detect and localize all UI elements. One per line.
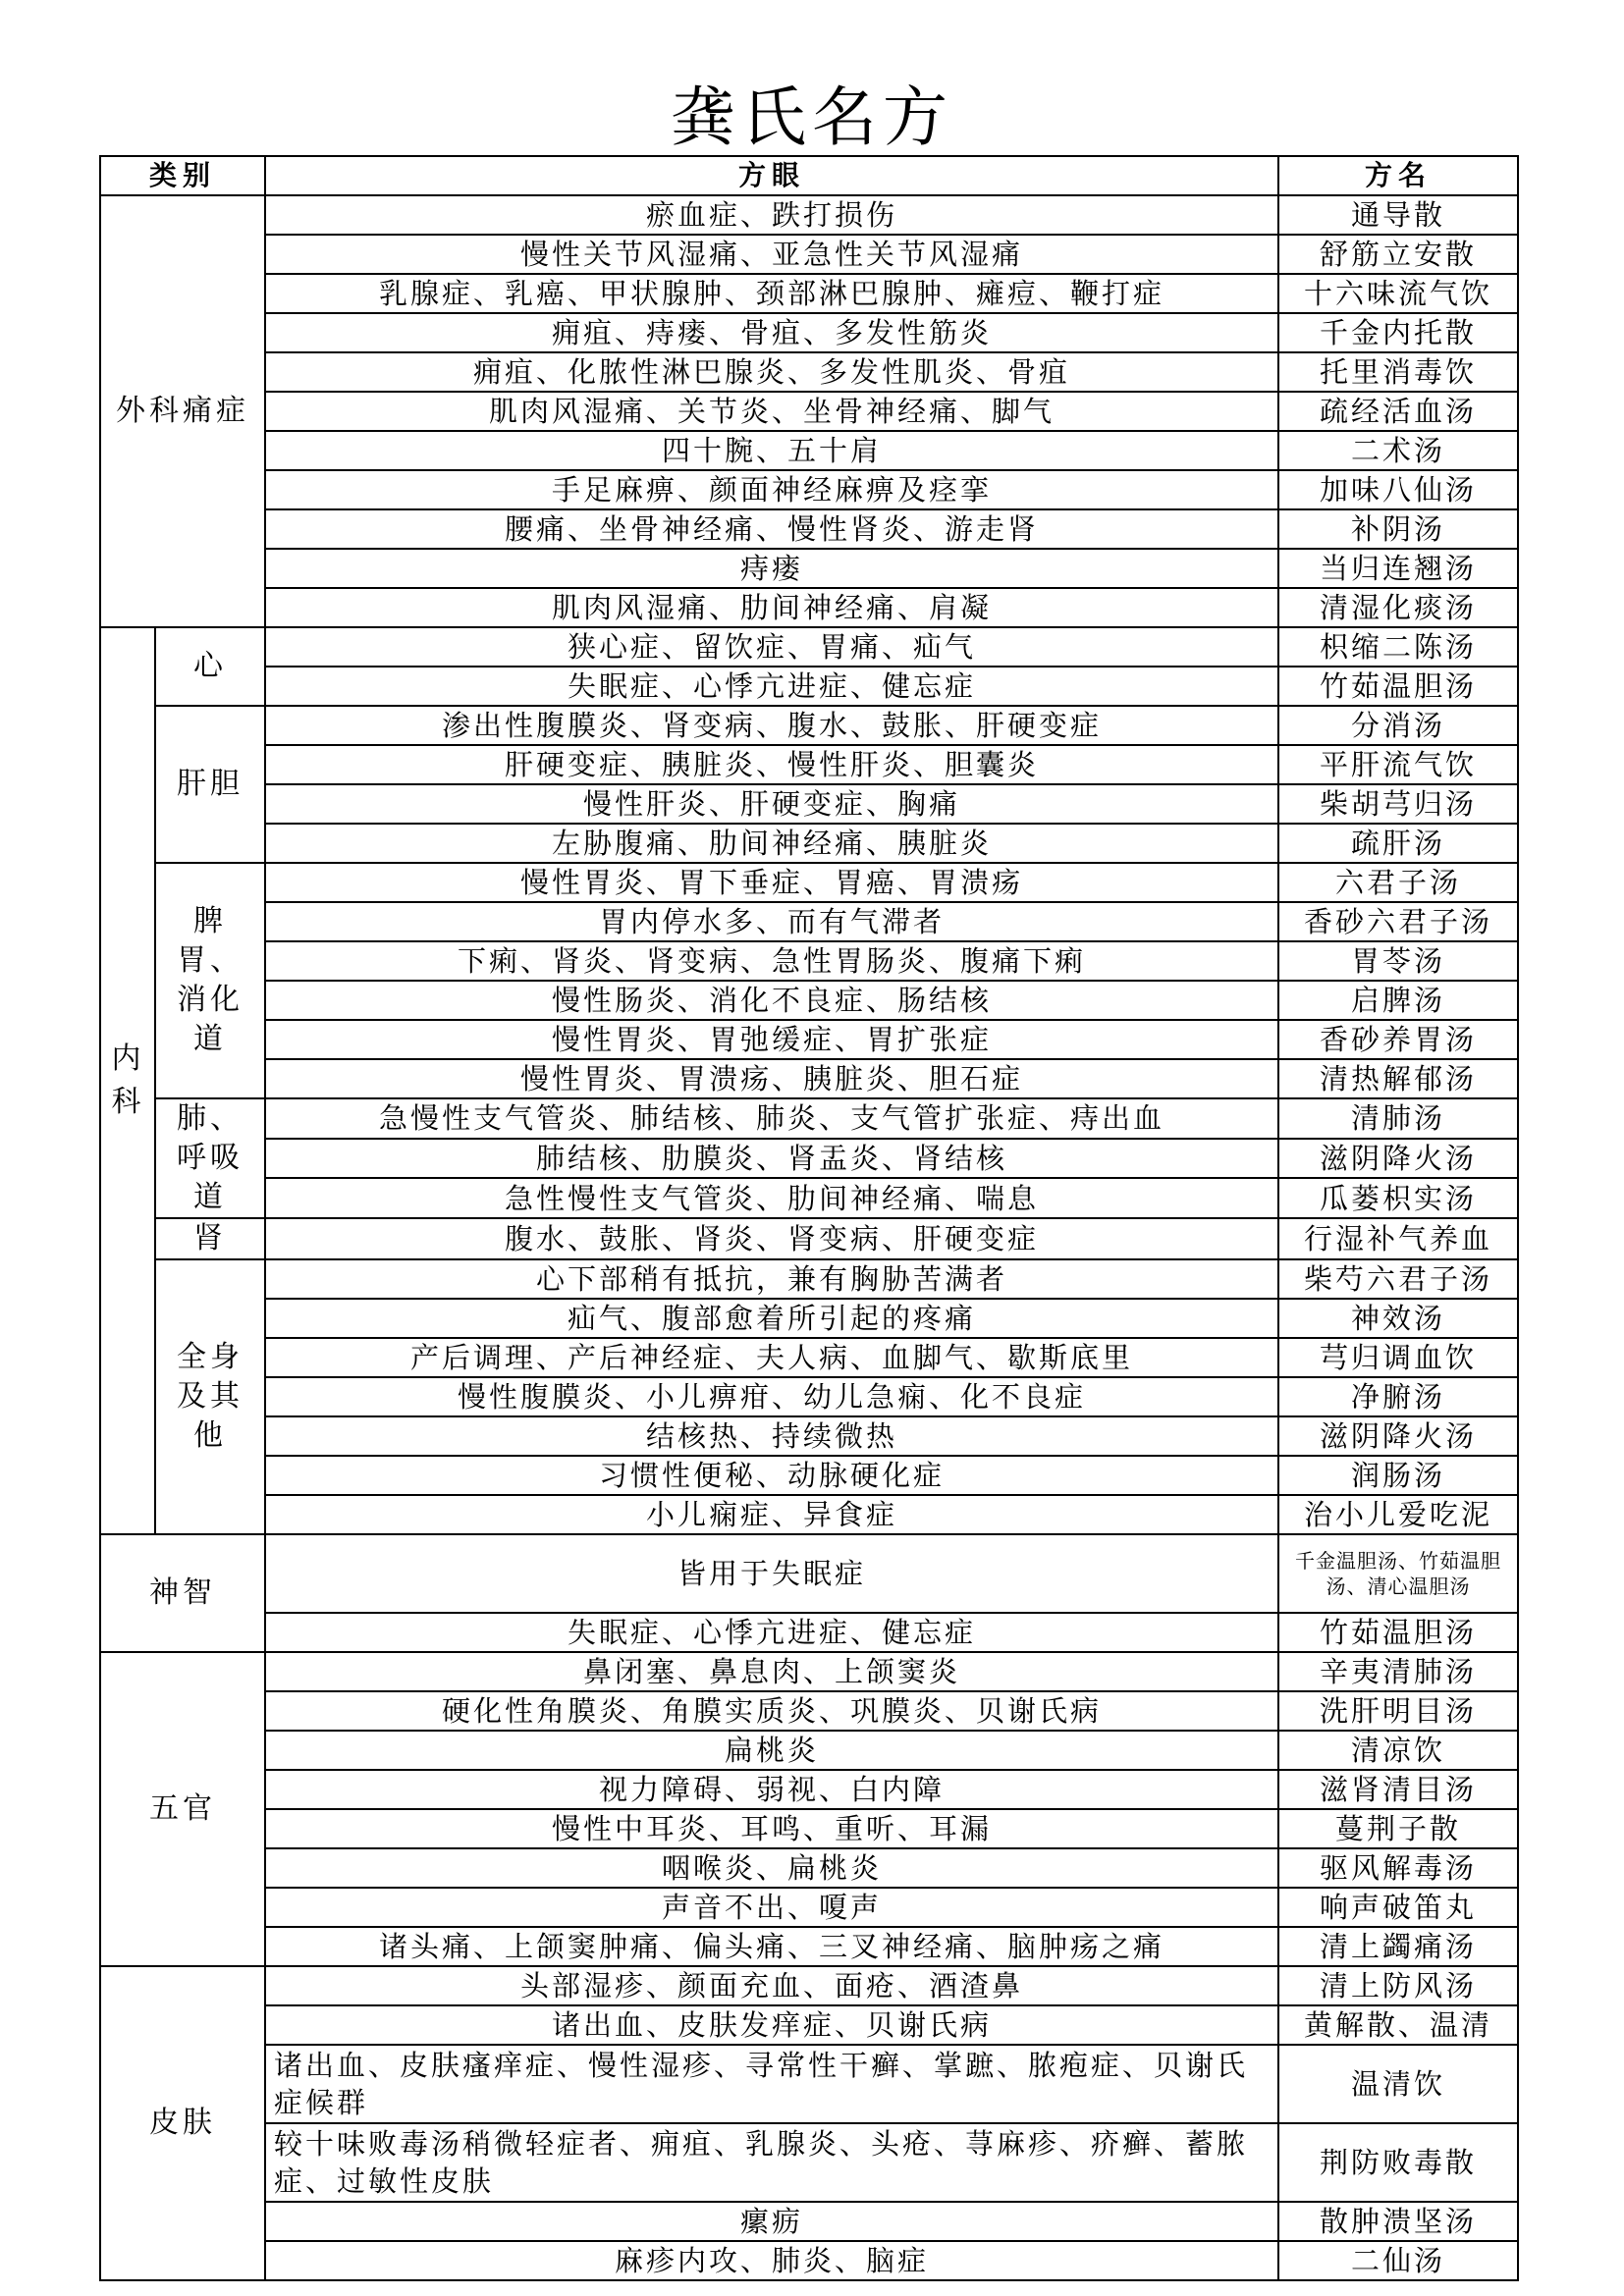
symptoms-cell: 痔瘘 bbox=[265, 549, 1278, 588]
formula-cell: 净腑汤 bbox=[1278, 1377, 1518, 1416]
formula-cell: 辛夷清肺汤 bbox=[1278, 1652, 1518, 1691]
table-row bbox=[100, 1178, 1518, 1218]
formula-cell: 驱风解毒汤 bbox=[1278, 1848, 1518, 1888]
formula-cell: 分消汤 bbox=[1278, 706, 1518, 745]
table-row bbox=[100, 1059, 1518, 1098]
symptoms-cell: 慢性胃炎、胃弛缓症、胃扩张症 bbox=[265, 1020, 1278, 1059]
formula-cell: 黄解散、温清 bbox=[1278, 2005, 1518, 2045]
symptoms-cell: 手足麻痹、颜面神经麻痹及痉挛 bbox=[265, 470, 1278, 509]
formula-cell: 洗肝明目汤 bbox=[1278, 1691, 1518, 1731]
category-wuguan: 五官 bbox=[100, 1652, 265, 1966]
table-row bbox=[100, 1809, 1518, 1848]
symptoms-cell: 慢性关节风湿痛、亚急性关节风湿痛 bbox=[265, 235, 1278, 274]
symptoms-cell: 小儿痫症、异食症 bbox=[265, 1495, 1278, 1534]
formula-cell: 二仙汤 bbox=[1278, 2241, 1518, 2280]
formula-cell: 滋阴降火汤 bbox=[1278, 1416, 1518, 1456]
formula-cell: 荆防败毒散 bbox=[1278, 2123, 1518, 2202]
symptoms-cell: 慢性中耳炎、耳鸣、重听、耳漏 bbox=[265, 1809, 1278, 1848]
table-row bbox=[100, 1770, 1518, 1809]
category-pifu: 皮肤 bbox=[100, 1966, 265, 2280]
category-neike: 内科 bbox=[100, 627, 155, 1534]
formula-table-container bbox=[99, 155, 1517, 2281]
symptoms-cell: 扁桃炎 bbox=[265, 1731, 1278, 1770]
symptoms-cell: 痈疽、痔瘘、骨疽、多发性筋炎 bbox=[265, 313, 1278, 352]
symptoms-cell: 诸出血、皮肤瘙痒症、慢性湿疹、寻常性干癣、掌蹠、脓疱症、贝谢氏症候群 bbox=[265, 2045, 1278, 2123]
symptoms-cell: 慢性肠炎、消化不良症、肠结核 bbox=[265, 981, 1278, 1020]
formula-cell: 竹茹温胆汤 bbox=[1278, 667, 1518, 706]
table-row bbox=[100, 274, 1518, 313]
symptoms-cell: 慢性胃炎、胃下垂症、胃癌、胃溃疡 bbox=[265, 863, 1278, 902]
formula-cell: 枳缩二陈汤 bbox=[1278, 627, 1518, 667]
table-row bbox=[100, 1691, 1518, 1731]
table-row bbox=[100, 1299, 1518, 1338]
formula-cell: 滋阴降火汤 bbox=[1278, 1139, 1518, 1179]
table-row bbox=[100, 509, 1518, 549]
formula-table bbox=[99, 155, 1519, 2281]
table-row bbox=[100, 1259, 1518, 1299]
header-formula: 方名 bbox=[1278, 156, 1518, 195]
subcategory-feihu: 肺、呼吸道 bbox=[155, 1098, 265, 1218]
formula-cell: 疏肝汤 bbox=[1278, 824, 1518, 863]
formula-cell: 蔓荆子散 bbox=[1278, 1809, 1518, 1848]
formula-cell: 清热解郁汤 bbox=[1278, 1059, 1518, 1098]
symptoms-cell: 肌肉风湿痛、肋间神经痛、肩凝 bbox=[265, 588, 1278, 627]
formula-cell: 千金温胆汤、竹茹温胆汤、清心温胆汤 bbox=[1278, 1534, 1518, 1613]
symptoms-cell: 鼻闭塞、鼻息肉、上颌窦炎 bbox=[265, 1652, 1278, 1691]
formula-cell: 治小儿爱吃泥 bbox=[1278, 1495, 1518, 1534]
formula-cell: 加味八仙汤 bbox=[1278, 470, 1518, 509]
table-row bbox=[100, 1218, 1518, 1259]
formula-cell: 通导散 bbox=[1278, 195, 1518, 235]
table-row bbox=[100, 1456, 1518, 1495]
formula-cell: 香砂六君子汤 bbox=[1278, 902, 1518, 941]
category-shenzhi: 神智 bbox=[100, 1534, 265, 1652]
category-waike: 外科痛症 bbox=[100, 195, 265, 627]
table-row bbox=[100, 1139, 1518, 1179]
formula-cell: 柴芍六君子汤 bbox=[1278, 1259, 1518, 1299]
table-row bbox=[100, 902, 1518, 941]
table-row bbox=[100, 352, 1518, 392]
symptoms-cell: 乳腺症、乳癌、甲状腺肿、颈部淋巴腺肿、瘫痘、鞭打症 bbox=[265, 274, 1278, 313]
table-row bbox=[100, 431, 1518, 470]
symptoms-cell: 痈疽、化脓性淋巴腺炎、多发性肌炎、骨疽 bbox=[265, 352, 1278, 392]
formula-cell: 千金内托散 bbox=[1278, 313, 1518, 352]
subcategory-shen: 肾 bbox=[155, 1218, 265, 1259]
symptoms-cell: 麻疹内攻、肺炎、脑症 bbox=[265, 2241, 1278, 2280]
formula-cell: 滋肾清目汤 bbox=[1278, 1770, 1518, 1809]
table-row bbox=[100, 2123, 1518, 2202]
table-row bbox=[100, 1377, 1518, 1416]
table-row bbox=[100, 235, 1518, 274]
symptoms-cell: 失眠症、心悸亢进症、健忘症 bbox=[265, 667, 1278, 706]
table-row bbox=[100, 1338, 1518, 1377]
table-row bbox=[100, 706, 1518, 745]
table-row bbox=[100, 863, 1518, 902]
symptoms-cell: 急慢性支气管炎、肺结核、肺炎、支气管扩张症、痔出血 bbox=[265, 1098, 1278, 1139]
table-row bbox=[100, 470, 1518, 509]
symptoms-cell: 头部湿疹、颜面充血、面疮、酒渣鼻 bbox=[265, 1966, 1278, 2005]
formula-cell: 清上防风汤 bbox=[1278, 1966, 1518, 2005]
symptoms-cell: 胃内停水多、而有气滞者 bbox=[265, 902, 1278, 941]
subcategory-gandan: 肝胆 bbox=[155, 706, 265, 863]
symptoms-cell: 诸出血、皮肤发痒症、贝谢氏病 bbox=[265, 2005, 1278, 2045]
table-row bbox=[100, 195, 1518, 235]
formula-cell: 托里消毒饮 bbox=[1278, 352, 1518, 392]
formula-cell: 瓜蒌枳实汤 bbox=[1278, 1178, 1518, 1218]
formula-cell: 清肺汤 bbox=[1278, 1098, 1518, 1139]
formula-cell: 清上蠲痛汤 bbox=[1278, 1927, 1518, 1966]
table-row bbox=[100, 588, 1518, 627]
table-row bbox=[100, 1534, 1518, 1613]
formula-cell: 补阴汤 bbox=[1278, 509, 1518, 549]
symptoms-cell: 腹水、鼓胀、肾炎、肾变病、肝硬变症 bbox=[265, 1218, 1278, 1259]
table-row bbox=[100, 2005, 1518, 2045]
formula-cell: 舒筋立安散 bbox=[1278, 235, 1518, 274]
symptoms-cell: 失眠症、心悸亢进症、健忘症 bbox=[265, 1613, 1278, 1652]
symptoms-cell: 习惯性便秘、动脉硬化症 bbox=[265, 1456, 1278, 1495]
symptoms-cell: 疝气、腹部愈着所引起的疼痛 bbox=[265, 1299, 1278, 1338]
subcategory-xin: 心 bbox=[155, 627, 265, 706]
table-row bbox=[100, 1495, 1518, 1534]
formula-cell: 二术汤 bbox=[1278, 431, 1518, 470]
table-row bbox=[100, 2202, 1518, 2241]
symptoms-cell: 肺结核、肋膜炎、肾盂炎、肾结核 bbox=[265, 1139, 1278, 1179]
symptoms-cell: 左胁腹痛、肋间神经痛、胰脏炎 bbox=[265, 824, 1278, 863]
formula-cell: 清凉饮 bbox=[1278, 1731, 1518, 1770]
symptoms-cell: 瘰疬 bbox=[265, 2202, 1278, 2241]
formula-cell: 十六味流气饮 bbox=[1278, 274, 1518, 313]
symptoms-cell: 慢性肝炎、肝硬变症、胸痛 bbox=[265, 784, 1278, 824]
table-row bbox=[100, 1731, 1518, 1770]
subcategory-quanshen: 全身及其他 bbox=[155, 1259, 265, 1534]
symptoms-cell: 硬化性角膜炎、角膜实质炎、巩膜炎、贝谢氏病 bbox=[265, 1691, 1278, 1731]
symptoms-cell: 下痢、肾炎、肾变病、急性胃肠炎、腹痛下痢 bbox=[265, 941, 1278, 981]
table-row bbox=[100, 1888, 1518, 1927]
table-row bbox=[100, 392, 1518, 431]
symptoms-cell: 心下部稍有抵抗，兼有胸胁苦满者 bbox=[265, 1259, 1278, 1299]
symptoms-cell: 渗出性腹膜炎、肾变病、腹水、鼓胀、肝硬变症 bbox=[265, 706, 1278, 745]
symptoms-cell: 肝硬变症、胰脏炎、慢性肝炎、胆囊炎 bbox=[265, 745, 1278, 784]
symptoms-cell: 慢性胃炎、胃溃疡、胰脏炎、胆石症 bbox=[265, 1059, 1278, 1098]
table-row bbox=[100, 1098, 1518, 1139]
table-row bbox=[100, 1416, 1518, 1456]
table-row bbox=[100, 824, 1518, 863]
formula-cell: 芎归调血饮 bbox=[1278, 1338, 1518, 1377]
table-row bbox=[100, 313, 1518, 352]
symptoms-cell: 四十腕、五十肩 bbox=[265, 431, 1278, 470]
table-row bbox=[100, 627, 1518, 667]
formula-cell: 润肠汤 bbox=[1278, 1456, 1518, 1495]
symptoms-cell: 急性慢性支气管炎、肋间神经痛、喘息 bbox=[265, 1178, 1278, 1218]
table-row bbox=[100, 2241, 1518, 2280]
header-category: 类别 bbox=[100, 156, 265, 195]
formula-cell: 清湿化痰汤 bbox=[1278, 588, 1518, 627]
table-row bbox=[100, 1927, 1518, 1966]
symptoms-cell: 咽喉炎、扁桃炎 bbox=[265, 1848, 1278, 1888]
table-row bbox=[100, 784, 1518, 824]
formula-cell: 温清饮 bbox=[1278, 2045, 1518, 2123]
symptoms-cell: 声音不出、嗄声 bbox=[265, 1888, 1278, 1927]
symptoms-cell: 较十味败毒汤稍微轻症者、痈疽、乳腺炎、头疮、荨麻疹、疥癣、蓄脓症、过敏性皮肤 bbox=[265, 2123, 1278, 2202]
formula-cell: 响声破笛丸 bbox=[1278, 1888, 1518, 1927]
formula-cell: 神效汤 bbox=[1278, 1299, 1518, 1338]
table-row bbox=[100, 549, 1518, 588]
formula-cell: 六君子汤 bbox=[1278, 863, 1518, 902]
table-row bbox=[100, 981, 1518, 1020]
table-row bbox=[100, 1652, 1518, 1691]
formula-cell: 平肝流气饮 bbox=[1278, 745, 1518, 784]
symptoms-cell: 狭心症、留饮症、胃痛、疝气 bbox=[265, 627, 1278, 667]
formula-cell: 柴胡芎归汤 bbox=[1278, 784, 1518, 824]
table-row bbox=[100, 1613, 1518, 1652]
table-row bbox=[100, 1848, 1518, 1888]
formula-cell: 竹茹温胆汤 bbox=[1278, 1613, 1518, 1652]
symptoms-cell: 肌肉风湿痛、关节炎、坐骨神经痛、脚气 bbox=[265, 392, 1278, 431]
formula-cell: 胃苓汤 bbox=[1278, 941, 1518, 981]
subcategory-piwei: 脾胃、消化道 bbox=[155, 863, 265, 1098]
symptoms-cell: 瘀血症、跌打损伤 bbox=[265, 195, 1278, 235]
table-row bbox=[100, 1020, 1518, 1059]
formula-cell: 散肿溃坚汤 bbox=[1278, 2202, 1518, 2241]
symptoms-cell: 诸头痛、上颌窦肿痛、偏头痛、三叉神经痛、脑肿疡之痛 bbox=[265, 1927, 1278, 1966]
symptoms-cell: 结核热、持续微热 bbox=[265, 1416, 1278, 1456]
page-title: 龚氏名方 bbox=[671, 80, 953, 155]
symptoms-cell: 产后调理、产后神经症、夫人病、血脚气、歇斯底里 bbox=[265, 1338, 1278, 1377]
table-row bbox=[100, 667, 1518, 706]
table-row bbox=[100, 745, 1518, 784]
formula-cell: 疏经活血汤 bbox=[1278, 392, 1518, 431]
table-row bbox=[100, 2045, 1518, 2123]
formula-cell: 启脾汤 bbox=[1278, 981, 1518, 1020]
table-row bbox=[100, 941, 1518, 981]
table-row bbox=[100, 1966, 1518, 2005]
symptoms-cell: 视力障碍、弱视、白内障 bbox=[265, 1770, 1278, 1809]
header-symptoms: 方眼 bbox=[265, 156, 1278, 195]
symptoms-cell: 腰痛、坐骨神经痛、慢性肾炎、游走肾 bbox=[265, 509, 1278, 549]
formula-cell: 当归连翘汤 bbox=[1278, 549, 1518, 588]
symptoms-cell: 慢性腹膜炎、小儿痹疳、幼儿急痫、化不良症 bbox=[265, 1377, 1278, 1416]
symptoms-cell: 皆用于失眠症 bbox=[265, 1534, 1278, 1613]
formula-cell: 香砂养胃汤 bbox=[1278, 1020, 1518, 1059]
table-header-row bbox=[100, 156, 1518, 195]
formula-cell: 行湿补气养血 bbox=[1278, 1218, 1518, 1259]
